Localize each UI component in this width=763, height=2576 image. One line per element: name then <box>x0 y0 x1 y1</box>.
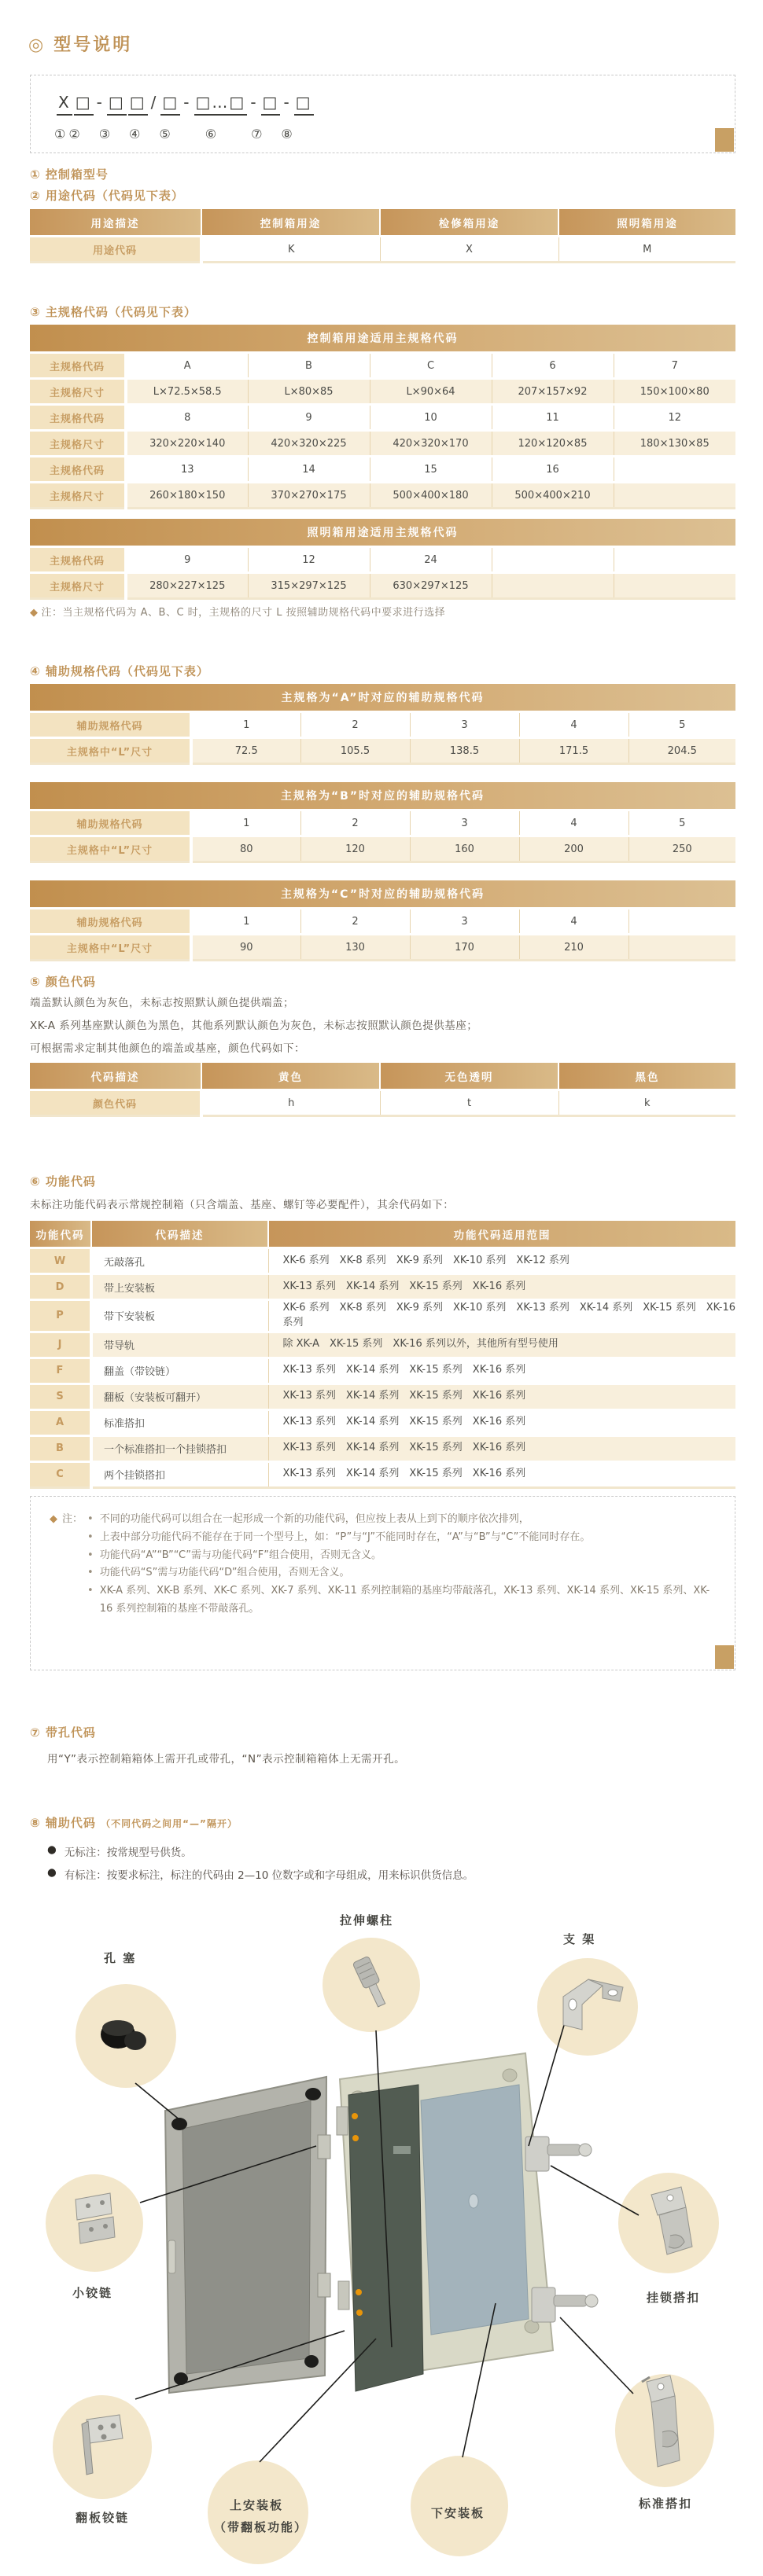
color-paragraph-3: 可根据需求定制其他颜色的端盖或基座，颜色代码如下： <box>30 1042 305 1055</box>
mounted-latch-lower <box>532 2288 598 2322</box>
data-cell: 15 <box>370 457 492 483</box>
table-row <box>30 483 735 509</box>
data-cell: K <box>201 237 380 263</box>
data-cell: 10 <box>370 405 492 431</box>
model-format-segment: - <box>250 93 258 112</box>
table-band-title: 控制箱用途适用主规格代码 <box>30 325 735 353</box>
data-cell: 200 <box>519 836 628 862</box>
table-row <box>30 712 735 738</box>
table-row <box>30 1332 735 1358</box>
data-cell: 180×130×85 <box>614 431 735 457</box>
column-header: 黑色 <box>558 1063 735 1090</box>
section-6-title: ⑥ 功能代码 <box>30 1174 96 1189</box>
section-1-title: ① 控制箱型号 <box>30 167 109 182</box>
data-cell: 320×220×140 <box>126 431 248 457</box>
func-intro: 未标注功能代码表示常规控制箱（只含端盖、基座、螺钉等必要配件），其余代码如下： <box>30 1199 455 1211</box>
data-cell: 72.5 <box>191 738 300 764</box>
model-format-segment: / <box>150 93 158 112</box>
table-row <box>30 810 735 836</box>
function-note-item <box>87 1529 718 1547</box>
table-band-title: 主规格为“A”时对应的辅助规格代码 <box>30 684 735 712</box>
row-label-cell: 辅助规格代码 <box>30 909 191 935</box>
column-header: 用途描述 <box>30 209 201 237</box>
code-description-cell: 翻板（安装板可翻开） <box>91 1384 268 1409</box>
aux-spec-table-b <box>30 782 735 863</box>
note-text: 功能代码“A”“B”“C”需与功能代码“F”组合使用，否则无含义。 <box>99 1549 382 1561</box>
function-notes-box <box>30 1496 735 1670</box>
upper-plate-label-1: 上安装板 <box>230 2498 284 2512</box>
data-cell: 204.5 <box>628 738 735 764</box>
diamond-icon: ◆ <box>30 607 39 619</box>
data-cell: 370×270×175 <box>248 483 370 509</box>
model-format-segment: □ <box>74 93 94 116</box>
data-cell: 5 <box>628 712 735 738</box>
upper-plate-callout-circle <box>208 2460 308 2564</box>
data-cell <box>492 547 614 573</box>
bracket-callout-circle <box>537 1958 638 2056</box>
note-text: 当主规格代码为 A、B、C 时，主规格的尺寸 L 按照辅助规格代码中要求进行选择 <box>62 607 446 619</box>
data-cell: 2 <box>300 909 410 935</box>
section-4-title: ④ 辅助规格代码（代码见下表） <box>30 664 209 678</box>
data-cell: L×80×85 <box>248 379 370 405</box>
table-band-title: 照明箱用途适用主规格代码 <box>30 519 735 547</box>
table-band-title: 主规格为“C”时对应的辅助规格代码 <box>30 880 735 909</box>
function-note-item <box>87 1564 718 1582</box>
aux-code-bullet-2 <box>47 1866 474 1882</box>
model-format-segment: - <box>183 93 191 112</box>
code-range-cell: XK-13 系列 XK-14 系列 XK-15 系列 XK-16 系列 <box>268 1435 735 1461</box>
data-cell: M <box>558 237 735 263</box>
bullet-dot-icon: • <box>87 1567 94 1579</box>
table-row <box>30 405 735 431</box>
model-format-segment: X <box>57 93 72 116</box>
table-row <box>30 1384 735 1409</box>
model-format-box <box>30 75 735 153</box>
row-label-cell: 主规格代码 <box>30 405 126 431</box>
data-cell: 500×400×180 <box>370 483 492 509</box>
row-label-cell: 主规格中“L”尺寸 <box>30 836 191 862</box>
section-7-title: ⑦ 带孔代码 <box>30 1725 96 1740</box>
function-code-table <box>30 1221 735 1489</box>
aux-code-bullet-1 <box>47 1843 192 1859</box>
data-cell: k <box>558 1090 735 1116</box>
table-row <box>30 935 735 961</box>
small-hinge-label: 小铰链 <box>72 2286 113 2300</box>
data-cell: 90 <box>191 935 300 961</box>
function-code-cell: D <box>30 1274 91 1300</box>
function-note-item <box>87 1511 718 1529</box>
section-8-title-text: ⑧ 辅助代码 <box>30 1816 96 1830</box>
bullet-dot-icon: • <box>87 1513 94 1525</box>
lighting-spec-table <box>30 519 735 600</box>
data-cell <box>614 547 735 573</box>
data-cell: L×90×64 <box>370 379 492 405</box>
data-cell <box>628 909 735 935</box>
data-cell: 3 <box>410 909 519 935</box>
data-cell <box>628 935 735 961</box>
model-format-segment: □ <box>128 93 148 116</box>
column-header: 功能代码 <box>30 1221 91 1248</box>
data-cell: 1 <box>191 909 300 935</box>
code-range-cell: 除 XK-A XK-15 系列 XK-16 系列以外，其他所有型号使用 <box>268 1332 735 1358</box>
row-label-cell: 辅助规格代码 <box>30 810 191 836</box>
hole-code-body: 用“Y”表示控制箱箱体上需开孔或带孔，“N”表示控制箱箱体上无需开孔。 <box>47 1753 406 1766</box>
table-row <box>30 573 735 599</box>
bullet-dot-icon: ● <box>47 1843 57 1856</box>
table-row <box>30 738 735 764</box>
data-cell: 9 <box>248 405 370 431</box>
aux-spec-table-c <box>30 880 735 961</box>
left-enclosure-back-shell <box>165 2077 330 2393</box>
model-format-positions: ①② ③ ④ ⑤ ⑥ ⑦ ⑧ <box>54 127 296 141</box>
row-label-cell: 用途代码 <box>30 237 201 263</box>
bullet-dot-icon: • <box>87 1585 94 1597</box>
data-cell: 150×100×80 <box>614 379 735 405</box>
data-cell: 160 <box>410 836 519 862</box>
function-note-item <box>87 1547 718 1565</box>
table-row <box>30 1461 735 1487</box>
data-cell: h <box>201 1090 380 1116</box>
table-row <box>30 1274 735 1300</box>
stretch-stud-label: 拉伸螺柱 <box>340 1913 394 1927</box>
column-header: 代码描述 <box>91 1221 268 1248</box>
bullet-dot-icon: • <box>87 1549 94 1561</box>
double-circle-icon: ◎ <box>28 35 46 55</box>
table-row <box>30 457 735 483</box>
diamond-icon: ◆ <box>50 1513 57 1525</box>
model-format-segment: □…□ <box>194 93 248 116</box>
data-cell: L×72.5×58.5 <box>126 379 248 405</box>
data-cell: 9 <box>126 547 248 573</box>
data-cell: 120 <box>300 836 410 862</box>
data-cell: 250 <box>628 836 735 862</box>
data-cell: C <box>370 353 492 379</box>
data-cell: 2 <box>300 712 410 738</box>
code-range-cell: XK-13 系列 XK-14 系列 XK-15 系列 XK-16 系列 <box>268 1409 735 1435</box>
padlock-latch-label: 挂锁搭扣 <box>647 2291 701 2305</box>
data-cell <box>614 483 735 509</box>
code-range-cell: XK-13 系列 XK-14 系列 XK-15 系列 XK-16 系列 <box>268 1384 735 1409</box>
row-label-cell: 辅助规格代码 <box>30 712 191 738</box>
table-row <box>30 1409 735 1435</box>
bullet-dot-icon: • <box>87 1531 94 1543</box>
data-cell: 280×227×125 <box>126 573 248 599</box>
data-cell <box>614 573 735 599</box>
code-range-cell: XK-6 系列 XK-8 系列 XK-9 系列 XK-10 系列 XK-12 系列 <box>268 1248 735 1274</box>
aux-spec-table-a <box>30 684 735 765</box>
row-label-cell: 主规格尺寸 <box>30 379 126 405</box>
table-row <box>30 909 735 935</box>
upper-plate-label-2: （带翻板功能） <box>214 2520 308 2534</box>
data-cell: 3 <box>410 712 519 738</box>
note-text: 不同的功能代码可以组合在一起形成一个新的功能代码，但应按上表从上到下的顺序依次排列， <box>99 1513 529 1525</box>
row-label-cell: 主规格尺寸 <box>30 431 126 457</box>
row-label-cell: 主规格代码 <box>30 457 126 483</box>
table-band-title: 主规格为“B”时对应的辅助规格代码 <box>30 782 735 810</box>
row-label-cell: 主规格尺寸 <box>30 483 126 509</box>
code-description-cell: 带上安装板 <box>91 1274 268 1300</box>
data-cell: 12 <box>248 547 370 573</box>
note-text: XK-A 系列、XK-B 系列、XK-C 系列、XK-7 系列、XK-11 系列控制箱的基座均带敲落孔，XK-13 系列、XK-14 系列、XK-15 系列、XK-16 系列控制箱的基座不带敲落孔。 <box>99 1585 710 1615</box>
code-range-cell: XK-13 系列 XK-14 系列 XK-15 系列 XK-16 系列 <box>268 1274 735 1300</box>
data-cell: 1 <box>191 810 300 836</box>
page-title <box>28 31 132 56</box>
function-code-cell: C <box>30 1461 91 1487</box>
data-cell: A <box>126 353 248 379</box>
function-code-cell: B <box>30 1435 91 1461</box>
data-cell: 315×297×125 <box>248 573 370 599</box>
row-label-cell: 主规格中“L”尺寸 <box>30 738 191 764</box>
function-code-cell: J <box>30 1332 91 1358</box>
function-code-cell: W <box>30 1248 91 1274</box>
row-label-cell: 颜色代码 <box>30 1090 201 1116</box>
table-row <box>30 547 735 573</box>
bullet-text: 无标注：按常规型号供货。 <box>64 1847 192 1859</box>
data-cell: 24 <box>370 547 492 573</box>
row-label-cell: 主规格尺寸 <box>30 573 126 599</box>
data-cell: 4 <box>519 810 628 836</box>
model-format-segment: - <box>96 93 104 112</box>
function-code-cell: S <box>30 1384 91 1409</box>
data-cell: X <box>380 237 558 263</box>
column-header: 功能代码适用范围 <box>268 1221 735 1248</box>
data-cell: 420×320×225 <box>248 431 370 457</box>
data-cell: 4 <box>519 909 628 935</box>
spec-note <box>30 604 445 619</box>
mounted-latch-upper <box>525 2137 592 2171</box>
data-cell: 2 <box>300 810 410 836</box>
note-label: 注： <box>41 607 63 619</box>
code-range-cell: XK-13 系列 XK-14 系列 XK-15 系列 XK-16 系列 <box>268 1358 735 1384</box>
data-cell: 207×157×92 <box>492 379 614 405</box>
function-code-cell: F <box>30 1358 91 1384</box>
table-row <box>30 1300 735 1332</box>
data-cell: 105.5 <box>300 738 410 764</box>
note-text: 功能代码“S”需与功能代码“D”组合使用，否则无含义。 <box>99 1567 350 1579</box>
section-8-title-suffix: （不同代码之间用“—”隔开） <box>101 1818 238 1829</box>
column-header: 控制箱用途 <box>201 209 380 237</box>
data-cell: 8 <box>126 405 248 431</box>
bullet-dot-icon: ● <box>47 1866 57 1879</box>
data-cell: 500×400×210 <box>492 483 614 509</box>
model-format-segment: □ <box>294 93 314 116</box>
function-notes-content <box>50 1511 718 1619</box>
row-label-cell: 主规格代码 <box>30 353 126 379</box>
hole-plug-label: 孔 塞 <box>104 1951 137 1965</box>
data-cell: 120×120×85 <box>492 431 614 457</box>
note-label: 注： <box>62 1513 83 1525</box>
section-2-title: ② 用途代码（代码见下表） <box>30 189 184 203</box>
control-spec-table <box>30 325 735 509</box>
row-label-cell: 主规格中“L”尺寸 <box>30 935 191 961</box>
column-header: 照明箱用途 <box>558 209 735 237</box>
data-cell: t <box>380 1090 558 1116</box>
data-cell: 138.5 <box>410 738 519 764</box>
color-paragraph-1: 端盖默认颜色为灰色，未标志按照默认颜色提供端盖； <box>30 997 294 1009</box>
data-cell: 1 <box>191 712 300 738</box>
usage-code-table <box>30 209 735 263</box>
color-code-table <box>30 1063 735 1117</box>
data-cell: 210 <box>519 935 628 961</box>
table-row <box>30 1248 735 1274</box>
data-cell: B <box>248 353 370 379</box>
color-paragraph-2: XK-A 系列基座默认颜色为黑色，其他系列默认颜色为灰色，未标志按照默认颜色提供基座； <box>30 1020 478 1032</box>
data-cell <box>492 573 614 599</box>
gold-corner-marker <box>715 128 734 152</box>
data-cell: 16 <box>492 457 614 483</box>
table-row <box>30 1358 735 1384</box>
section-3-title: ③ 主规格代码（代码见下表） <box>30 305 197 319</box>
data-cell: 260×180×150 <box>126 483 248 509</box>
data-cell: 7 <box>614 353 735 379</box>
data-cell: 6 <box>492 353 614 379</box>
code-range-cell: XK-13 系列 XK-14 系列 XK-15 系列 XK-16 系列 <box>268 1461 735 1487</box>
column-header: 检修箱用途 <box>380 209 558 237</box>
data-cell: 5 <box>628 810 735 836</box>
code-description-cell: 两个挂锁搭扣 <box>91 1461 268 1487</box>
code-description-cell: 一个标准搭扣一个挂锁搭扣 <box>91 1435 268 1461</box>
page-title-text: 型号说明 <box>53 35 133 55</box>
code-description-cell: 无敲落孔 <box>91 1248 268 1274</box>
right-enclosure-open-box <box>337 2053 598 2391</box>
data-cell: 130 <box>300 935 410 961</box>
table-row <box>30 237 735 263</box>
code-description-cell: 带导轨 <box>91 1332 268 1358</box>
data-cell: 630×297×125 <box>370 573 492 599</box>
flip-hinge-callout-circle <box>53 2395 152 2499</box>
standard-latch-label: 标准搭扣 <box>639 2497 693 2511</box>
data-cell: 13 <box>126 457 248 483</box>
function-code-cell: P <box>30 1300 91 1332</box>
gold-corner-marker <box>715 1645 734 1669</box>
note-text: 上表中部分功能代码不能存在于同一个型号上，如：“P”与“J”不能同时存在，“A”与“B”与“C”不能同时存在。 <box>99 1531 591 1543</box>
code-description-cell: 带下安装板 <box>91 1300 268 1332</box>
model-format-pattern <box>56 93 315 112</box>
row-label-cell: 主规格代码 <box>30 547 126 573</box>
bracket-label: 支 架 <box>563 1932 596 1946</box>
data-cell: 12 <box>614 405 735 431</box>
data-cell: 4 <box>519 712 628 738</box>
section-5-title: ⑤ 颜色代码 <box>30 975 96 989</box>
table-row <box>30 836 735 862</box>
section-8-title <box>30 1814 238 1831</box>
table-row <box>30 353 735 379</box>
data-cell: 3 <box>410 810 519 836</box>
data-cell: 171.5 <box>519 738 628 764</box>
table-row <box>30 379 735 405</box>
data-cell: 80 <box>191 836 300 862</box>
accessories-diagram <box>0 1910 763 2576</box>
data-cell: 11 <box>492 405 614 431</box>
column-header: 无色透明 <box>380 1063 558 1090</box>
data-cell: 420×320×170 <box>370 431 492 457</box>
bullet-text: 有标注：按要求标注，标注的代码由 2—10 位数字或和字母组成，用来标识供货信息。 <box>64 1869 474 1882</box>
data-cell: 14 <box>248 457 370 483</box>
data-cell: 170 <box>410 935 519 961</box>
model-format-segment: □ <box>107 93 127 116</box>
code-range-cell: XK-6 系列 XK-8 系列 XK-9 系列 XK-10 系列 XK-13 系列 XK-14 系列 XK-15 系列 XK-16 系列 <box>268 1300 735 1332</box>
table-row <box>30 1090 735 1116</box>
code-description-cell: 翻盖（带铰链） <box>91 1358 268 1384</box>
table-row <box>30 1435 735 1461</box>
flip-hinge-label: 翻板铰链 <box>76 2511 130 2525</box>
table-row <box>30 431 735 457</box>
model-format-segment: □ <box>261 93 281 116</box>
lower-plate-label: 下安装板 <box>431 2506 485 2520</box>
code-description-cell: 标准搭扣 <box>91 1409 268 1435</box>
function-code-cell: A <box>30 1409 91 1435</box>
model-format-segment: □ <box>160 93 180 116</box>
model-format-segment: - <box>283 93 291 112</box>
column-header: 黄色 <box>201 1063 380 1090</box>
data-cell <box>614 457 735 483</box>
column-header: 代码描述 <box>30 1063 201 1090</box>
function-note-item <box>87 1582 718 1619</box>
